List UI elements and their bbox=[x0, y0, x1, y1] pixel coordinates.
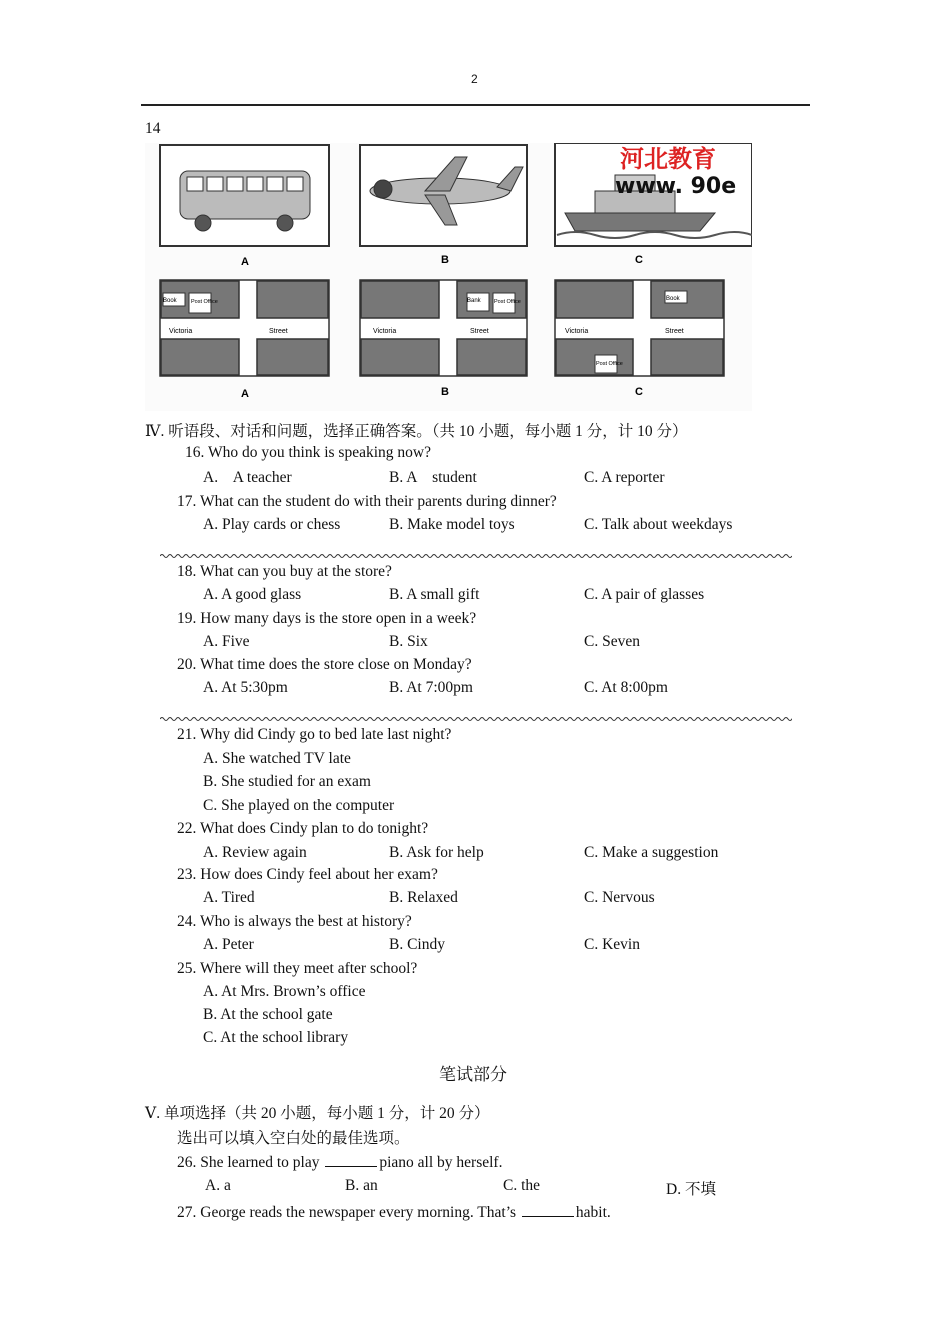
q18-option-a: A. A good glass bbox=[203, 586, 302, 603]
map-a-book: Book bbox=[163, 298, 177, 304]
q27-post: habit. bbox=[575, 1204, 611, 1221]
q26-option-a: A. a bbox=[205, 1177, 231, 1194]
q27-pre: 27. George reads the newspaper every morning. That’s bbox=[177, 1204, 517, 1221]
label-ship: C bbox=[635, 254, 643, 266]
q22-option-b: B. Ask for help bbox=[389, 844, 484, 861]
q25-option-c: C. At the school library bbox=[203, 1029, 349, 1046]
q19-option-a: A. Five bbox=[203, 633, 250, 650]
map-a-post: Post Office bbox=[191, 299, 218, 305]
q17-option-c: C. Talk about weekdays bbox=[584, 516, 733, 533]
label-map-a: A bbox=[241, 388, 249, 400]
q23-option-c: C. Nervous bbox=[584, 889, 655, 906]
q23-option-b: B. Relaxed bbox=[389, 889, 458, 906]
q27-blank bbox=[522, 1202, 574, 1217]
q26-post: piano all by herself. bbox=[379, 1154, 503, 1171]
q19-text: 19. How many days is the store open in a week? bbox=[177, 610, 477, 627]
map-c-post: Post Office bbox=[596, 361, 623, 367]
q25-option-a: A. At Mrs. Brown’s office bbox=[203, 983, 366, 1000]
q16-text: 16. Who do you think is speaking now? bbox=[185, 444, 431, 461]
q26-blank bbox=[325, 1152, 377, 1167]
q18-option-c: C. A pair of glasses bbox=[584, 586, 705, 603]
written-part-title: 笔试部分 bbox=[439, 1065, 507, 1084]
q16-option-c: C. A reporter bbox=[584, 469, 665, 486]
q24-option-a: A. Peter bbox=[203, 936, 254, 953]
q25-option-b: B. At the school gate bbox=[203, 1006, 333, 1023]
label-bus: A bbox=[241, 256, 249, 268]
q24-text: 24. Who is always the best at history? bbox=[177, 913, 412, 930]
q16-option-a: A. A teacher bbox=[203, 469, 292, 486]
map-c-street-right: Street bbox=[665, 328, 684, 335]
map-b-post: Post Office bbox=[494, 299, 521, 305]
q22-option-a: A. Review again bbox=[203, 844, 307, 861]
label-map-b: B bbox=[441, 386, 449, 398]
q24-option-c: C. Kevin bbox=[584, 936, 640, 953]
figure-svg bbox=[145, 143, 752, 411]
q19-option-c: C. Seven bbox=[584, 633, 640, 650]
map-b-street-left: Victoria bbox=[373, 328, 397, 335]
q21-option-a: A. She watched TV late bbox=[203, 750, 351, 767]
map-a-street-right: Street bbox=[269, 328, 288, 335]
section-5-instruction: 选出可以填入空白处的最佳选项。 bbox=[177, 1130, 410, 1147]
wavy-divider-2 bbox=[160, 716, 792, 722]
map-a-street-left: Victoria bbox=[169, 328, 193, 335]
map-b-bank: Bank bbox=[467, 298, 481, 304]
q17-option-a: A. Play cards or chess bbox=[203, 516, 341, 533]
q19-option-b: B. Six bbox=[389, 633, 428, 650]
q26-text bbox=[177, 1152, 502, 1172]
wavy-divider-1 bbox=[160, 553, 792, 559]
watermark-line2: www. 90e bbox=[615, 174, 737, 199]
q21-option-c: C. She played on the computer bbox=[203, 797, 395, 814]
q21-text: 21. Why did Cindy go to bed late last night? bbox=[177, 726, 452, 743]
q26-option-d: D. 不填 bbox=[666, 1181, 716, 1198]
q27-text bbox=[177, 1202, 611, 1222]
q22-option-c: C. Make a suggestion bbox=[584, 844, 719, 861]
section-5-title: Ⅴ. 单项选择（共 20 小题，每小题 1 分，计 20 分） bbox=[145, 1105, 490, 1122]
q25-text: 25. Where will they meet after school? bbox=[177, 960, 418, 977]
q17-option-b: B. Make model toys bbox=[389, 516, 515, 533]
map-b-street-right: Street bbox=[470, 328, 489, 335]
q21-option-b: B. She studied for an exam bbox=[203, 773, 371, 790]
q20-option-c: C. At 8:00pm bbox=[584, 679, 668, 696]
q26-pre: 26. She learned to play bbox=[177, 1154, 320, 1171]
section-4-title: Ⅳ. 听语段、对话和问题，选择正确答案。（共 10 小题，每小题 1 分，计 10 分） bbox=[145, 423, 688, 440]
q26-option-c: C. the bbox=[503, 1177, 541, 1194]
q20-option-a: A. At 5:30pm bbox=[203, 679, 288, 696]
q22-text: 22. What does Cindy plan to do tonight? bbox=[177, 820, 429, 837]
question-14-label: 14 bbox=[145, 120, 161, 137]
label-map-c: C bbox=[635, 386, 643, 398]
watermark-line1: 河北教育 bbox=[620, 145, 716, 173]
q23-option-a: A. Tired bbox=[203, 889, 255, 906]
q17-text: 17. What can the student do with their parents during dinner? bbox=[177, 493, 557, 510]
map-c-street-left: Victoria bbox=[565, 328, 589, 335]
q20-option-b: B. At 7:00pm bbox=[389, 679, 473, 696]
q24-option-b: B. Cindy bbox=[389, 936, 445, 953]
label-plane: B bbox=[441, 254, 449, 266]
map-c-book: Book bbox=[666, 296, 680, 302]
question-14-figure bbox=[145, 143, 752, 411]
q20-text: 20. What time does the store close on Monday? bbox=[177, 656, 472, 673]
q26-option-b: B. an bbox=[345, 1177, 378, 1194]
header-rule bbox=[141, 104, 810, 106]
q18-option-b: B. A small gift bbox=[389, 586, 480, 603]
page-number: 2 bbox=[471, 72, 478, 86]
q18-text: 18. What can you buy at the store? bbox=[177, 563, 392, 580]
q16-option-b: B. A student bbox=[389, 469, 477, 486]
q23-text: 23. How does Cindy feel about her exam? bbox=[177, 866, 438, 883]
